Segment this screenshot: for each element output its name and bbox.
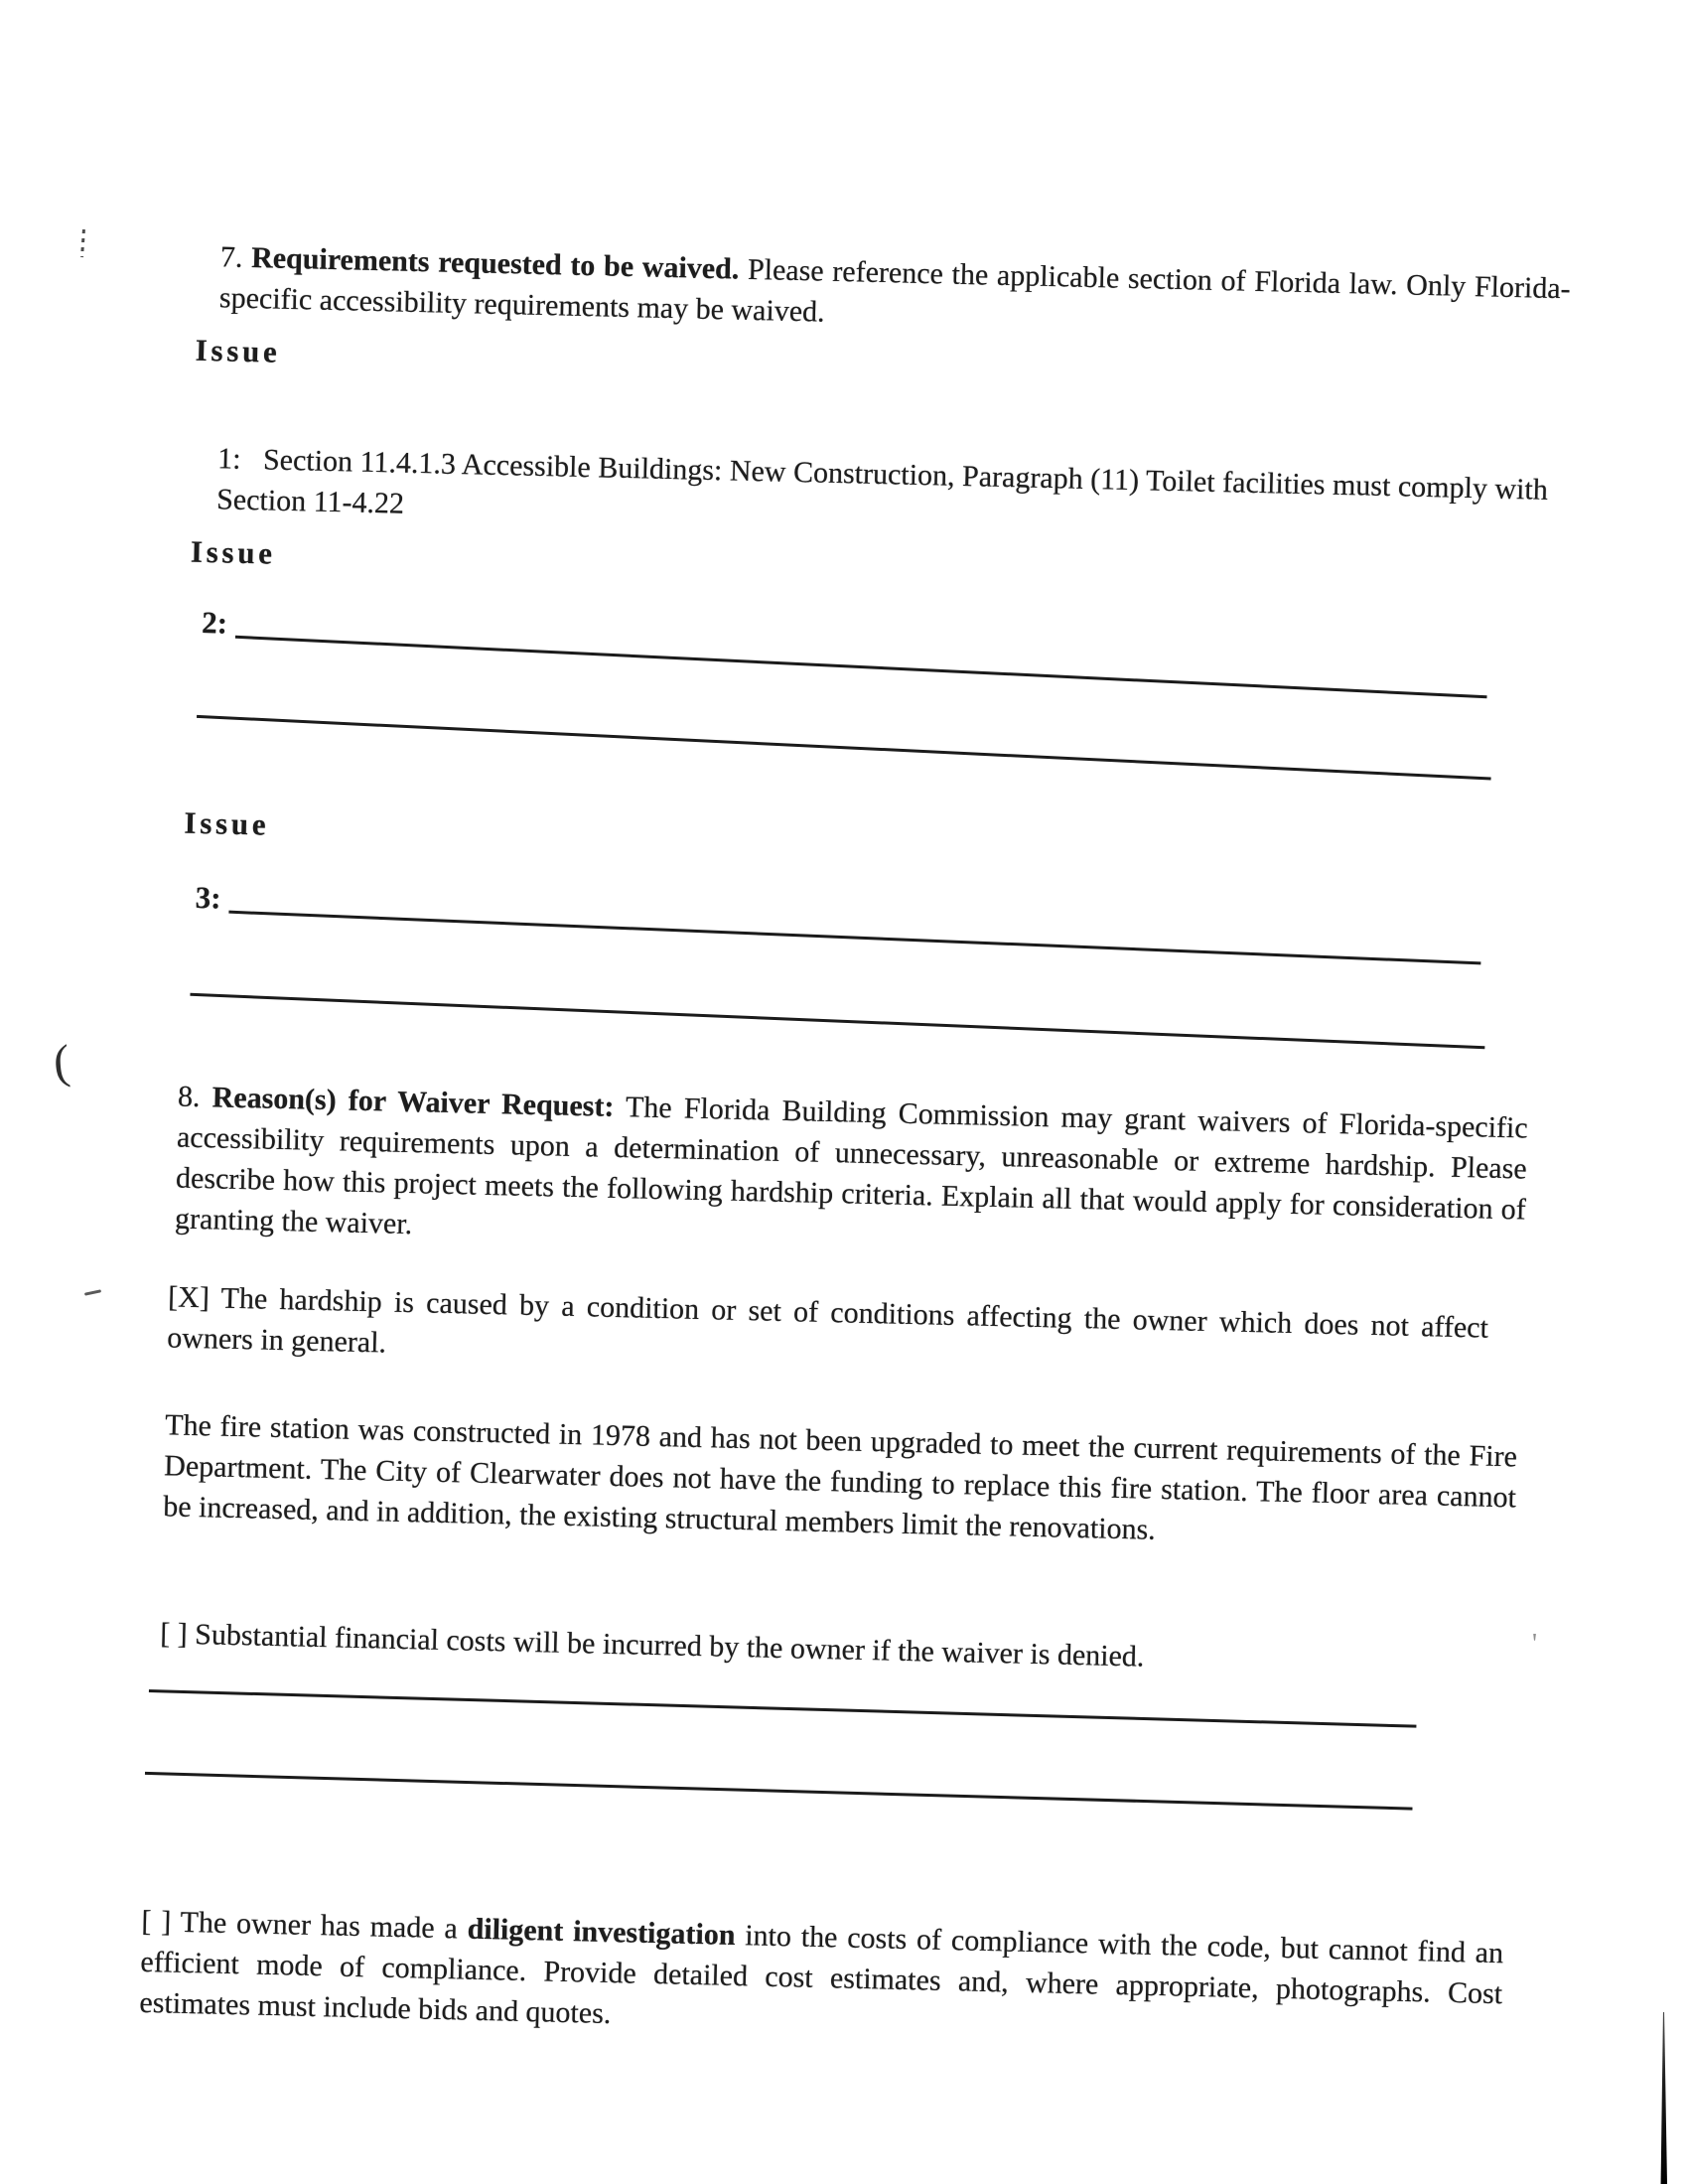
diligent-investigation-item xyxy=(139,1901,1504,2055)
diligent-investigation-bold: diligent investigation xyxy=(467,1912,736,1952)
issue-2-blank-line-1 xyxy=(235,636,1487,699)
section-8-paragraph xyxy=(175,1077,1528,1271)
hardship-condition-text: The hardship is caused by a condition or set of conditions affecting the owner which does not affect owners in general. xyxy=(166,1281,1489,1360)
section-7-paragraph xyxy=(219,236,1572,350)
financial-costs-checkbox: [ ] xyxy=(159,1617,189,1651)
section-7-number: 7. xyxy=(219,240,243,274)
issue-1-text xyxy=(216,438,1549,551)
hardship-condition-item xyxy=(167,1276,1489,1388)
issue-3-blank-line-2 xyxy=(190,993,1484,1050)
hardship-condition-checkbox: [X] xyxy=(167,1280,211,1315)
scan-artifact-paren-mark: ( xyxy=(51,1035,72,1090)
issue-3-number: 3: xyxy=(195,879,222,916)
diligent-investigation-checkbox: [ ] xyxy=(141,1904,172,1939)
section-7-title: Requirements requested to be waived. xyxy=(250,241,740,286)
scan-artifact-edge-line xyxy=(1660,2012,1667,2184)
issue-1-number: 1: xyxy=(216,442,241,476)
financial-costs-blank-line-2 xyxy=(145,1772,1413,1811)
section-7-body: Please reference the applicable section of Florida law. Only Florida-specific accessibility requirements may be waived. xyxy=(218,252,1572,329)
hardship-explanation-paragraph: The fire station was constructed in 1978 and has not been upgraded to meet the current requirements of the Fire Department. The City of Clearwater does not have the funding to replace this fire station. The floor area cannot be increased, and in addition, the existing structural members limit the renovations. xyxy=(162,1408,1518,1546)
issue-3-heading: Issue xyxy=(184,804,270,842)
issue-2-heading: Issue xyxy=(190,533,277,571)
scan-artifact-apostrophe: ' xyxy=(1532,1629,1538,1660)
issue-1-heading: Issue xyxy=(195,332,281,369)
section-8-body: The Florida Building Commission may grant waivers of Florida-specific accessibility requirements upon a determination of unnecessary, unreasonable or extreme hardship. Please describe how this project meets the following hardship criteria. Explain all that would apply for consideration of granting the waiver. xyxy=(174,1091,1529,1241)
financial-costs-item xyxy=(160,1613,1531,1686)
section-8-title: Reason(s) for Waiver Request: xyxy=(211,1081,615,1123)
issue-3-blank-line-1 xyxy=(228,911,1480,965)
issue-1-description: Section 11.4.1.3 Accessible Buildings: New Construction, Paragraph (11) Toilet facilities must comply with Section 11-4.22 xyxy=(215,443,1549,520)
financial-costs-blank-line-1 xyxy=(149,1689,1417,1728)
diligent-investigation-text-post: into the costs of compliance with the code, but cannot find an efficient mode of compliance. Provide detailed cost estimates and, where appropriate, photographs. Cost estimates must include bids and quotes. xyxy=(139,1919,1504,2031)
issue-2-number: 2: xyxy=(201,604,228,641)
diligent-investigation-text-pre: The owner has made a xyxy=(180,1905,459,1946)
section-8-number: 8. xyxy=(177,1080,201,1114)
financial-costs-text: Substantial financial costs will be incurred by the owner if the waiver is denied. xyxy=(194,1618,1145,1674)
issue-2-blank-line-2 xyxy=(197,715,1491,781)
